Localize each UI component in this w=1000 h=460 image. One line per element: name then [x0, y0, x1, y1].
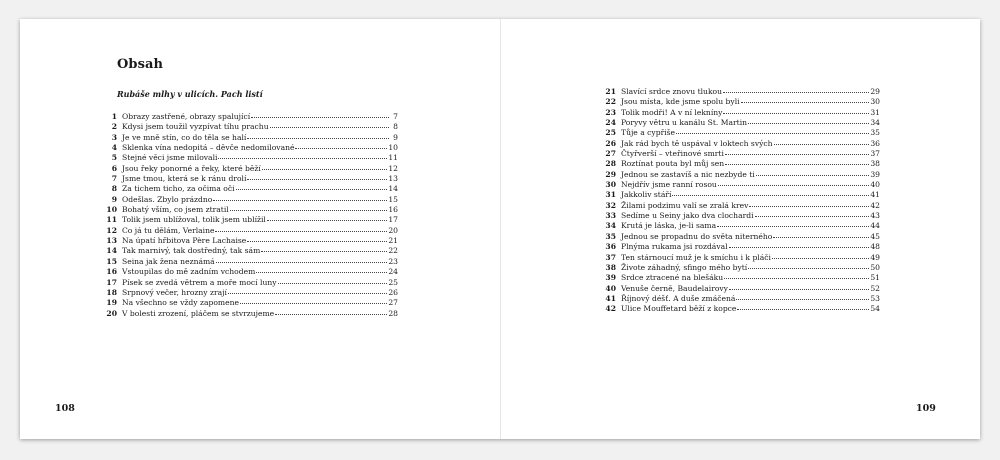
toc-leader-dots [295, 148, 387, 149]
toc-leader-dots [247, 241, 387, 242]
toc-entry-number: 11 [106, 215, 117, 225]
toc-entry-page: 14 [388, 184, 398, 194]
toc-entry-title: Srpnový večer, hrozny zrají [122, 287, 227, 297]
toc-entry-number: 39 [605, 273, 616, 283]
toc-entry-title: Poryvy větru u kanálu St. Martin [621, 118, 748, 128]
toc-entry-number: 13 [106, 236, 117, 246]
toc-leader-dots [755, 216, 870, 217]
toc-entry-number: 22 [605, 97, 616, 107]
toc-entry-number: 12 [106, 225, 117, 235]
toc-entry [600, 242, 880, 252]
toc-entry [101, 143, 398, 153]
toc-entry-page: 34 [870, 118, 880, 128]
toc-entry [600, 253, 880, 263]
toc-entry [600, 273, 880, 283]
toc-entry-title: Vstoupilas do mě zadním vchodem [122, 267, 256, 277]
toc-entry-number: 3 [111, 132, 117, 142]
toc-entry-title: Co já tu dělám, Verlaine [122, 225, 215, 235]
toc-leader-dots [278, 283, 388, 284]
toc-leader-dots [725, 164, 869, 165]
toc-entry-title: Kdysi jsem toužil vyzpívat tíhu prachu [122, 122, 269, 132]
toc-entry-title: Slavící srdce znovu tlukou [621, 87, 723, 96]
toc-entry-page: 9 [393, 132, 398, 142]
toc-entry [600, 97, 880, 107]
toc-leader-dots [218, 158, 387, 159]
toc-entry-page: 22 [388, 246, 398, 256]
toc-leader-dots [247, 138, 389, 139]
toc-leader-dots [270, 127, 389, 128]
toc-leader-dots [267, 220, 387, 221]
toc-entry-page: 42 [870, 200, 880, 210]
toc-entry-page: 29 [870, 87, 880, 96]
toc-entry-title: Bohatý vším, co jsem ztratil [122, 205, 229, 215]
toc-entry-title: Je ve mně stín, co do těla se halí [122, 132, 247, 142]
toc-leader-dots [748, 268, 869, 269]
toc-entry-page: 38 [870, 159, 880, 169]
toc-leader-dots [251, 117, 389, 118]
toc-entry-title: Tolik jsem ublížoval, tolik jsem ublížil [122, 215, 266, 225]
toc-entry-page: 51 [870, 273, 880, 283]
toc-entry-title: Tak marnivý, tak dostředný, tak sám [122, 246, 261, 256]
toc-leader-dots [729, 247, 870, 248]
toc-entry-number: 23 [605, 107, 616, 117]
toc-entry [600, 108, 880, 118]
toc-leader-dots [773, 237, 869, 238]
toc-entry-page: 26 [388, 287, 398, 297]
toc-entry-page: 12 [388, 163, 398, 173]
toc-entry-number: 19 [106, 298, 117, 308]
toc-entry-page: 36 [870, 138, 880, 148]
toc-entry-page: 30 [870, 97, 880, 107]
toc-entry-page: 31 [870, 107, 880, 117]
toc-entry [600, 159, 880, 169]
toc-leader-dots [215, 231, 387, 232]
toc-leader-dots [756, 175, 870, 176]
toc-entry-number: 10 [106, 205, 117, 215]
toc-entry [600, 304, 880, 314]
toc-entry-page: 54 [870, 304, 880, 314]
toc-leader-dots [262, 169, 388, 170]
toc-entry [600, 221, 880, 231]
toc-entry-page: 7 [393, 112, 398, 121]
toc-entry [101, 195, 398, 205]
toc-entry-number: 21 [605, 87, 616, 96]
toc-entry [101, 112, 398, 122]
toc-entry [600, 170, 880, 180]
toc-entry-number: 8 [111, 184, 117, 194]
toc-entry-page: 17 [388, 215, 398, 225]
toc-entry-page: 37 [870, 149, 880, 159]
toc-entry-number: 16 [106, 267, 117, 277]
toc-leader-dots [729, 289, 869, 290]
toc-entry [101, 226, 398, 236]
toc-leader-dots [256, 272, 387, 273]
toc-entry [101, 205, 398, 215]
toc-entry-title: Sklenka vína nedopitá – děvče nedomilované [122, 143, 295, 153]
toc-entry-title: Krutá je láska, je-li sama [621, 221, 717, 231]
toc-entry [101, 153, 398, 163]
toc-leader-dots [774, 144, 870, 145]
toc-leader-dots [748, 123, 869, 124]
toc-entry-page: 8 [393, 122, 398, 132]
toc-entry-number: 42 [605, 304, 616, 314]
toc-entry-title: Písek se zvedá větrem a moře mocí luny [122, 277, 277, 287]
toc-entry-page: 45 [870, 231, 880, 241]
toc-entry-number: 6 [111, 163, 117, 173]
toc-leader-dots [230, 210, 388, 211]
toc-leader-dots [725, 154, 869, 155]
toc-entry-page: 24 [388, 267, 398, 277]
book-spread [20, 19, 980, 439]
toc-leader-dots [676, 133, 869, 134]
toc-entry-title: Tůje a cypřiše [621, 128, 676, 138]
right-page [500, 19, 980, 439]
toc-leader-dots [672, 195, 869, 196]
toc-entry [600, 128, 880, 138]
toc-leader-dots [741, 102, 870, 103]
toc-entry-number: 36 [605, 242, 616, 252]
toc-entry-number: 35 [605, 231, 616, 241]
toc-leader-dots [213, 200, 387, 201]
toc-entry-page: 13 [388, 174, 398, 184]
toc-entry-page: 40 [870, 180, 880, 190]
toc-entry-page: 35 [870, 128, 880, 138]
toc-entry-page: 11 [388, 153, 398, 163]
toc-entry [101, 174, 398, 184]
toc-entry-page: 21 [388, 236, 398, 246]
toc-entry-title: Říjnový déšť. A duše zmáčená [621, 293, 736, 303]
toc-entry [101, 278, 398, 288]
toc-entry-title: Plnýma rukama jsi rozdával [621, 242, 728, 252]
toc-entry-number: 26 [605, 138, 616, 148]
toc-entry [101, 267, 398, 277]
page-number-right: 109 [916, 403, 936, 414]
toc-entry-page: 25 [388, 277, 398, 287]
toc-entry-title: Jakkoliv stáří [621, 190, 672, 200]
toc-entry-page: 50 [870, 262, 880, 272]
toc-entry-title: Jednou se propadnu do světa niterného [621, 231, 773, 241]
toc-entry [600, 263, 880, 273]
toc-entry-number: 18 [106, 287, 117, 297]
toc-entry [101, 309, 398, 319]
toc-entry [101, 122, 398, 132]
toc-entry-title: Venuše černě, Baudelairovy [621, 283, 728, 293]
left-page [20, 19, 500, 439]
toc-entry [600, 180, 880, 190]
toc-entry-page: 16 [388, 205, 398, 215]
toc-entry-page: 39 [870, 169, 880, 179]
toc-leader-dots [717, 226, 869, 227]
toc-leader-dots [240, 303, 387, 304]
toc-entry-number: 9 [111, 194, 117, 204]
toc-entry-title: Jsou místa, kde jsme spolu byli [621, 97, 740, 107]
toc-entry [600, 118, 880, 128]
toc-entry-number: 2 [111, 122, 117, 132]
toc-entry-title: Za tichem ticho, za očima oči [122, 184, 235, 194]
toc-entry-title: Jak rád bych tě uspával v loktech svých [621, 138, 773, 148]
toc-entry-page: 52 [870, 283, 880, 293]
toc-entry-page: 10 [388, 143, 398, 153]
toc-entry-title: Ulice Mouffetard běží z kopce [621, 304, 737, 314]
toc-entry [600, 87, 880, 97]
toc-entry-title: Na všechno se vždy zapomene [122, 298, 239, 308]
toc-entry [101, 164, 398, 174]
toc-leader-dots [275, 314, 387, 315]
toc-entry-title: Jsou řeky ponorné a řeky, které běží [122, 163, 261, 173]
toc-entry-page: 27 [388, 298, 398, 308]
toc-entry-title: Roztínat pouta byl můj sen [621, 159, 725, 169]
toc-entry-title: Sedíme u Seiny jako dva clochardi [621, 211, 754, 221]
toc-entry [101, 246, 398, 256]
toc-entry-page: 28 [388, 308, 398, 318]
toc-entry-page: 53 [870, 293, 880, 303]
toc-entry-number: 17 [106, 277, 117, 287]
toc-list-left [101, 112, 398, 319]
toc-entry-number: 28 [605, 159, 616, 169]
toc-entry-page: 48 [870, 242, 880, 252]
toc-entry-number: 32 [605, 200, 616, 210]
toc-entry-title: Srdce ztracené na blešáku [621, 273, 724, 283]
toc-leader-dots [724, 278, 869, 279]
toc-entry-number: 38 [605, 262, 616, 272]
toc-leader-dots [718, 185, 870, 186]
toc-entry-title: Čtyřverší – vteřinové smrti [621, 149, 724, 159]
toc-leader-dots [247, 179, 387, 180]
toc-entry-page: 49 [870, 252, 880, 262]
toc-leader-dots [236, 189, 388, 190]
toc-entry-number: 27 [605, 149, 616, 159]
toc-entry-page: 44 [870, 221, 880, 231]
toc-entry-title: Živote záhadný, sfingo mého bytí [621, 262, 748, 272]
toc-leader-dots [772, 258, 869, 259]
toc-entry [600, 294, 880, 304]
toc-entry-number: 24 [605, 118, 616, 128]
toc-entry-number: 40 [605, 283, 616, 293]
toc-entry-title: V bolesti zrození, pláčem se stvrzujeme [122, 308, 275, 318]
toc-entry-number: 25 [605, 128, 616, 138]
toc-entry-number: 14 [106, 246, 117, 256]
toc-entry-title: Seina jak žena neznámá [122, 256, 215, 266]
toc-entry [101, 257, 398, 267]
toc-entry [600, 190, 880, 200]
toc-leader-dots [723, 113, 869, 114]
toc-entry-number: 34 [605, 221, 616, 231]
page-number-left: 108 [55, 403, 75, 414]
toc-entry-number: 20 [106, 308, 117, 318]
toc-entry-page: 43 [870, 211, 880, 221]
toc-entry-number: 31 [605, 190, 616, 200]
toc-entry [101, 236, 398, 246]
toc-entry [101, 288, 398, 298]
toc-entry-number: 4 [111, 143, 117, 153]
toc-entry-number: 30 [605, 180, 616, 190]
toc-entry [600, 284, 880, 294]
toc-entry [101, 133, 398, 143]
toc-entry-number: 33 [605, 211, 616, 221]
toc-entry-number: 5 [111, 153, 117, 163]
toc-entry [101, 184, 398, 194]
toc-entry [101, 215, 398, 225]
toc-leader-dots [723, 92, 869, 93]
toc-entry [600, 149, 880, 159]
toc-entry [101, 298, 398, 308]
toc-leader-dots [261, 251, 387, 252]
toc-entry-page: 20 [388, 225, 398, 235]
toc-entry-title: Stejné věci jsme milovali [122, 153, 218, 163]
toc-leader-dots [749, 206, 869, 207]
toc-entry-title: Odešlas. Zbylo prázdno [122, 194, 213, 204]
toc-entry-number: 1 [111, 112, 117, 121]
toc-entry-number: 15 [106, 256, 117, 266]
toc-entry-number: 41 [605, 293, 616, 303]
toc-entry [600, 232, 880, 242]
toc-list-right [600, 87, 880, 315]
toc-leader-dots [216, 262, 388, 263]
toc-entry-title: Tolik modři! A v ní lekníny [621, 107, 723, 117]
toc-entry-page: 15 [388, 194, 398, 204]
toc-leader-dots [228, 293, 387, 294]
toc-entry-number: 37 [605, 252, 616, 262]
toc-entry [600, 139, 880, 149]
toc-entry-page: 23 [388, 256, 398, 266]
toc-entry-title: Žilami podzimu valí se zralá krev [621, 200, 749, 210]
toc-entry-number: 29 [605, 169, 616, 179]
toc-entry [600, 211, 880, 221]
toc-entry-title: Jsme tmou, která se k ránu drolí [122, 174, 247, 184]
toc-entry-number: 7 [111, 174, 117, 184]
toc-entry-title: Na úpatí hřbitova Père Lachaise [122, 236, 247, 246]
toc-entry-title: Jednou se zastavíš a nic nezbyde ti [621, 169, 755, 179]
toc-leader-dots [736, 299, 869, 300]
toc-entry-title: Obrazy zastřené, obrazy spalující [122, 112, 251, 121]
page-title: Obsah [117, 57, 164, 72]
toc-entry-title: Nejdřív jsme ranní rosou [621, 180, 717, 190]
toc-entry [600, 201, 880, 211]
toc-entry-title: Ten stárnoucí muž je k smíchu i k pláči [621, 252, 771, 262]
toc-leader-dots [737, 309, 869, 310]
toc-entry-page: 41 [870, 190, 880, 200]
section-subtitle: Rubáše mlhy v ulicích. Pach listí [117, 89, 263, 99]
